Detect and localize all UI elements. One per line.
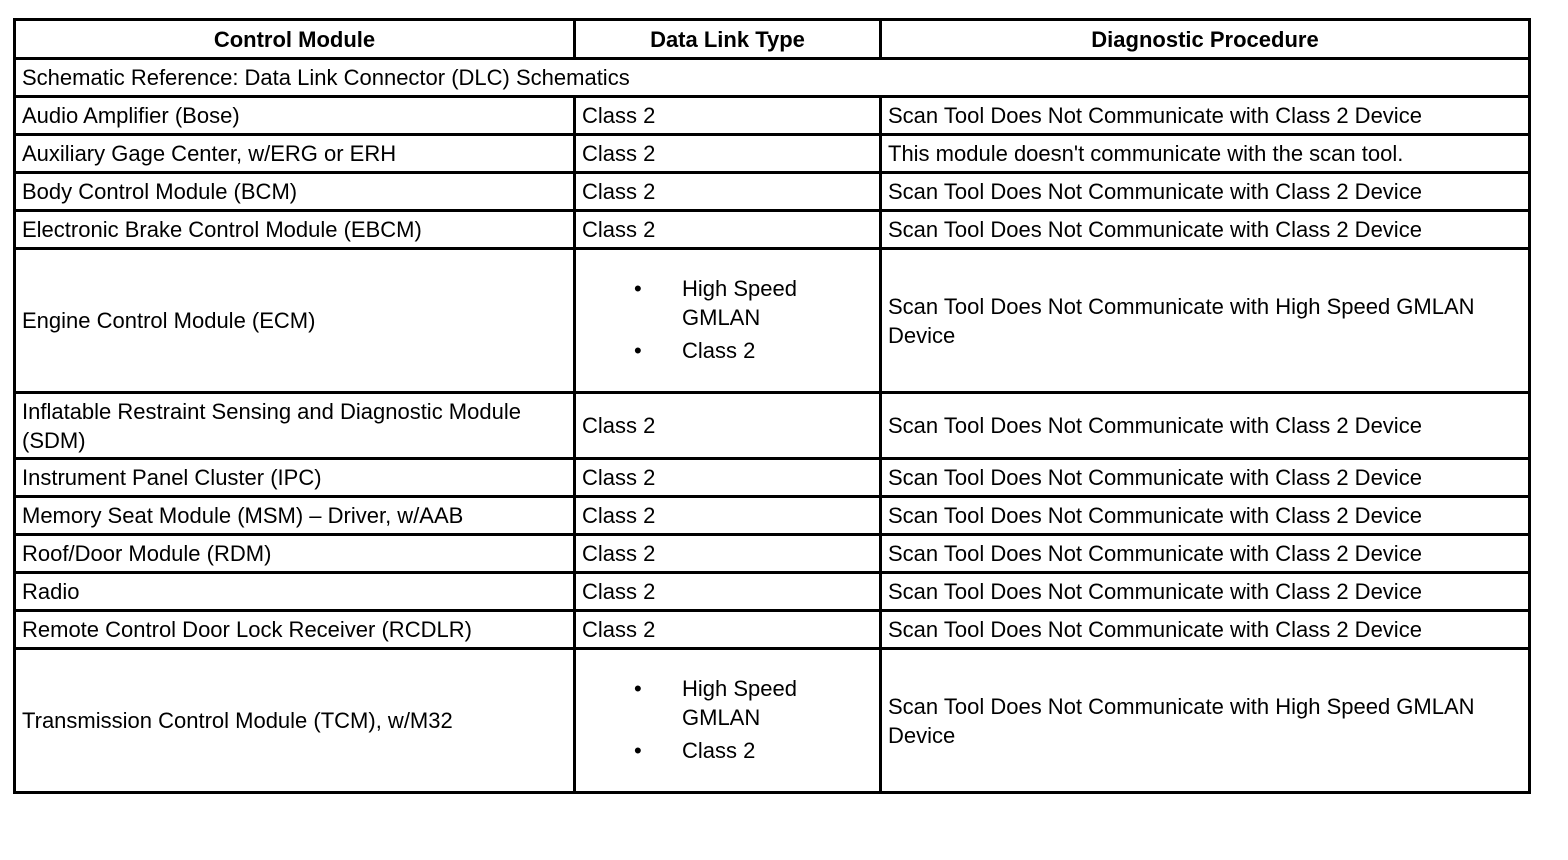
procedure-cell: Scan Tool Does Not Communicate with Class 2 Device	[881, 459, 1530, 497]
link-type-cell	[575, 649, 881, 793]
procedure-cell: Scan Tool Does Not Communicate with Class 2 Device	[881, 573, 1530, 611]
link-type-cell	[575, 249, 881, 393]
link-type-list	[582, 274, 873, 365]
table-row	[15, 611, 1530, 649]
table-row	[15, 97, 1530, 135]
procedure-cell: Scan Tool Does Not Communicate with High Speed GMLAN Device	[881, 249, 1530, 393]
table-row	[15, 135, 1530, 173]
module-cell: Radio	[15, 573, 575, 611]
module-cell: Electronic Brake Control Module (EBCM)	[15, 211, 575, 249]
procedure-cell: Scan Tool Does Not Communicate with Class 2 Device	[881, 497, 1530, 535]
module-cell: Inflatable Restraint Sensing and Diagnostic Module (SDM)	[15, 393, 575, 459]
table-row	[15, 573, 1530, 611]
module-cell: Instrument Panel Cluster (IPC)	[15, 459, 575, 497]
header-control-module: Control Module	[15, 20, 575, 59]
link-type-cell: Class 2	[575, 497, 881, 535]
link-type-text: Class 2	[682, 738, 756, 763]
procedure-cell: Scan Tool Does Not Communicate with Class 2 Device	[881, 535, 1530, 573]
header-diagnostic-procedure: Diagnostic Procedure	[881, 20, 1530, 59]
link-type-cell: Class 2	[575, 459, 881, 497]
table-row	[15, 459, 1530, 497]
table-row	[15, 535, 1530, 573]
module-cell: Engine Control Module (ECM)	[15, 249, 575, 393]
procedure-cell: Scan Tool Does Not Communicate with High Speed GMLAN Device	[881, 649, 1530, 793]
header-data-link-type: Data Link Type	[575, 20, 881, 59]
module-cell: Body Control Module (BCM)	[15, 173, 575, 211]
table-row	[15, 393, 1530, 459]
table-row	[15, 649, 1530, 793]
link-type-cell: Class 2	[575, 135, 881, 173]
link-type-cell: Class 2	[575, 211, 881, 249]
module-cell: Roof/Door Module (RDM)	[15, 535, 575, 573]
link-type-text: High Speed GMLAN	[682, 676, 797, 730]
procedure-cell: Scan Tool Does Not Communicate with Class 2 Device	[881, 173, 1530, 211]
procedure-cell: Scan Tool Does Not Communicate with Class 2 Device	[881, 211, 1530, 249]
link-type-text: High Speed GMLAN	[682, 276, 797, 330]
procedure-cell: Scan Tool Does Not Communicate with Class 2 Device	[881, 97, 1530, 135]
table-row	[15, 173, 1530, 211]
schematic-reference: Schematic Reference: Data Link Connector (DLC) Schematics	[15, 59, 1530, 97]
link-type-item	[634, 336, 842, 365]
module-cell: Memory Seat Module (MSM) – Driver, w/AAB	[15, 497, 575, 535]
table-row	[15, 497, 1530, 535]
link-type-item	[634, 674, 842, 732]
bullet-icon: •	[634, 276, 642, 301]
procedure-cell: Scan Tool Does Not Communicate with Class 2 Device	[881, 393, 1530, 459]
module-cell: Audio Amplifier (Bose)	[15, 97, 575, 135]
link-type-cell: Class 2	[575, 611, 881, 649]
link-type-cell: Class 2	[575, 393, 881, 459]
table-row	[15, 211, 1530, 249]
link-type-cell: Class 2	[575, 173, 881, 211]
bullet-icon: •	[634, 738, 642, 763]
control-module-table	[13, 18, 1531, 794]
link-type-text: Class 2	[682, 338, 756, 363]
module-cell: Transmission Control Module (TCM), w/M32	[15, 649, 575, 793]
link-type-list	[582, 674, 873, 765]
link-type-cell: Class 2	[575, 535, 881, 573]
table-row	[15, 249, 1530, 393]
bullet-icon: •	[634, 338, 642, 363]
module-cell: Auxiliary Gage Center, w/ERG or ERH	[15, 135, 575, 173]
link-type-item	[634, 736, 842, 765]
module-cell: Remote Control Door Lock Receiver (RCDLR)	[15, 611, 575, 649]
procedure-cell: This module doesn't communicate with the scan tool.	[881, 135, 1530, 173]
link-type-item	[634, 274, 842, 332]
bullet-icon: •	[634, 676, 642, 701]
link-type-cell: Class 2	[575, 97, 881, 135]
schematic-reference-row	[15, 59, 1530, 97]
link-type-cell: Class 2	[575, 573, 881, 611]
procedure-cell: Scan Tool Does Not Communicate with Class 2 Device	[881, 611, 1530, 649]
header-row	[15, 20, 1530, 59]
